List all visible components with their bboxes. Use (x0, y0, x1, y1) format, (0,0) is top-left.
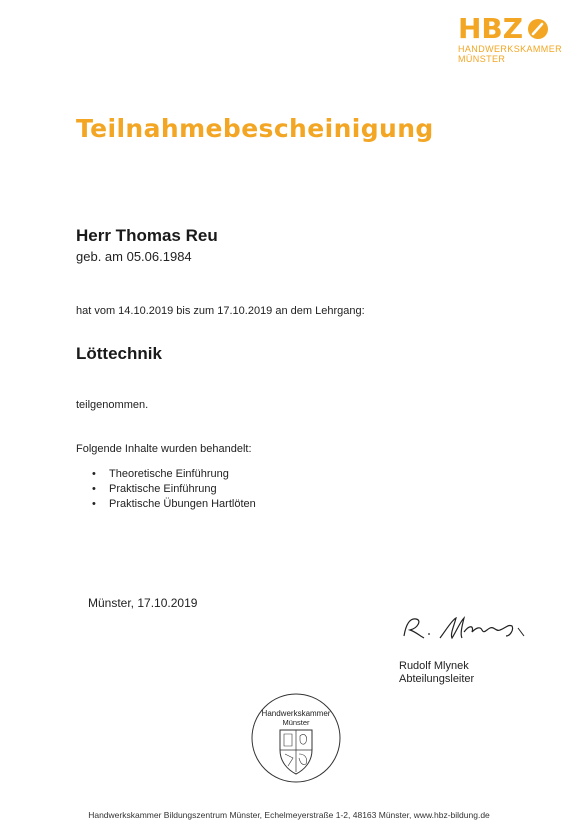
seal-text-2: Münster (282, 718, 310, 727)
hbz-logo (458, 14, 568, 64)
footer-address: Handwerkskammer Bildungszentrum Münster, Echelmeyerstraße 1-2, 48163 Münster, www.hbz-bildung.de (88, 810, 490, 820)
logo-circle-icon (527, 18, 549, 40)
signer-block (399, 660, 474, 686)
logo-mark (458, 14, 568, 44)
contents-intro: Folgende Inhalte wurden behandelt: (76, 443, 252, 455)
list-item (92, 482, 256, 497)
seal-text-1: Handwerkskammer (261, 709, 331, 718)
place-and-date: Münster, 17.10.2019 (88, 596, 198, 610)
recipient-birth-date: geb. am 05.06.1984 (76, 249, 192, 264)
bullet-icon: • (92, 498, 96, 510)
participation-text: teilgenommen. (76, 399, 149, 411)
list-item (92, 467, 256, 482)
topics-list (92, 467, 256, 512)
course-period: hat vom 14.10.2019 bis zum 17.10.2019 an dem Lehrgang: (76, 305, 365, 317)
logo-line-1: HANDWERKSKAMMER (458, 44, 563, 54)
logo-line-2: MÜNSTER (458, 54, 506, 64)
list-item (92, 497, 256, 512)
certificate-title: Teilnahmebescheinigung (76, 114, 434, 143)
course-title: Löttechnik (76, 344, 162, 363)
signature-icon (400, 610, 530, 646)
topic-label: Praktische Übungen Hartlöten (109, 498, 256, 510)
signer-name: Rudolf Mlynek (399, 660, 469, 672)
bullet-icon: • (92, 483, 96, 495)
logo-letters: HBZ (458, 12, 524, 45)
bullet-icon: • (92, 468, 96, 480)
official-seal-icon (250, 692, 342, 784)
recipient-name: Herr Thomas Reu (76, 226, 218, 245)
topic-label: Praktische Einführung (109, 483, 217, 495)
signer-role: Abteilungsleiter (399, 673, 475, 685)
topic-label: Theoretische Einführung (109, 468, 229, 480)
